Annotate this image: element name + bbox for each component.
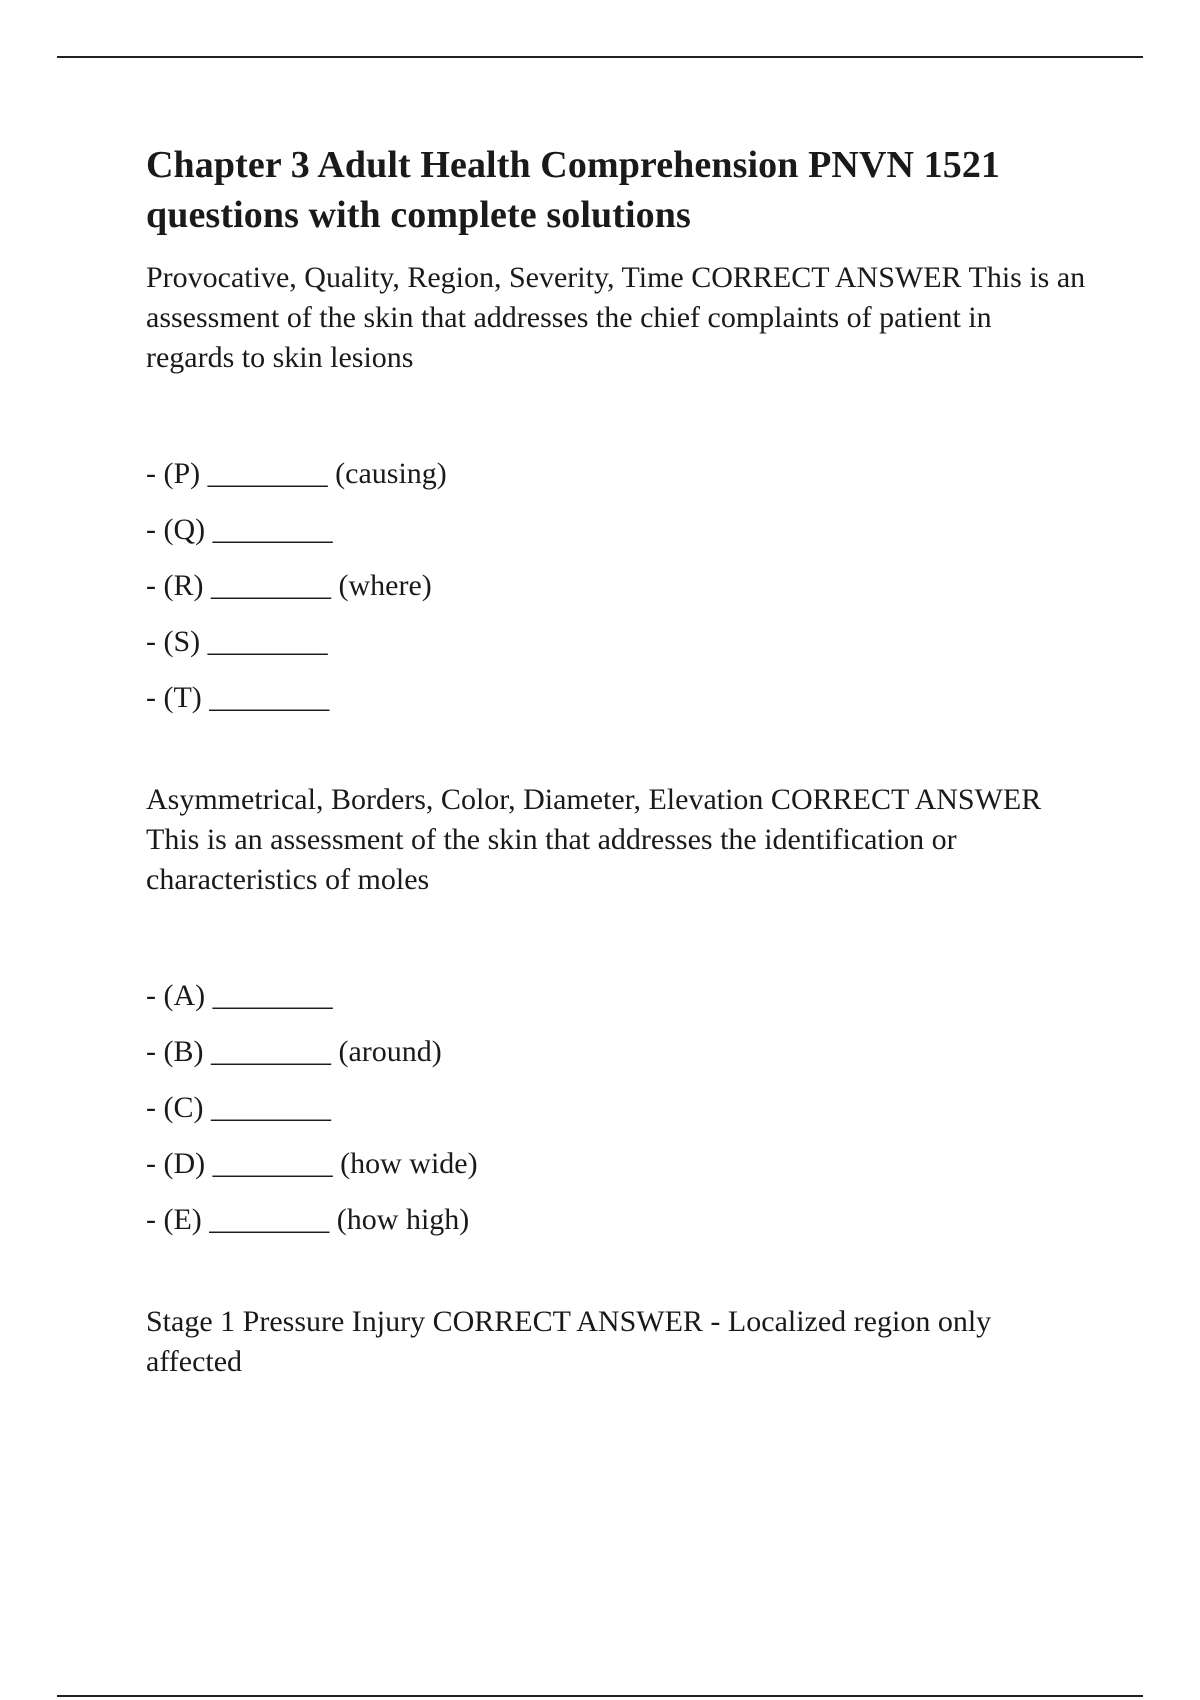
list-item: - (T) ________ bbox=[146, 681, 330, 714]
list-item: - (A) ________ bbox=[146, 979, 333, 1012]
list-item: - (R) ________ (where) bbox=[146, 569, 432, 602]
list-item: - (B) ________ (around) bbox=[146, 1035, 442, 1068]
question-1-blanks bbox=[146, 446, 1086, 726]
page-title: Chapter 3 Adult Health Comprehension PNVN 1521 questions with complete solutions bbox=[146, 144, 1001, 236]
list-item: - (S) ________ bbox=[146, 625, 328, 658]
list-item: - (E) ________ (how high) bbox=[146, 1203, 470, 1236]
question-2-text: Asymmetrical, Borders, Color, Diameter, Elevation CORRECT ANSWER This is an assessment of the skin that addresses the identification or characteristics of moles bbox=[146, 783, 1042, 896]
list-item: - (P) ________ (causing) bbox=[146, 457, 447, 490]
question-1-text: Provocative, Quality, Region, Severity, Time CORRECT ANSWER This is an assessment of the skin that addresses the chief complaints of patient in regards to skin lesions bbox=[146, 261, 1086, 374]
document-body bbox=[146, 140, 1086, 1382]
list-item: - (D) ________ (how wide) bbox=[146, 1147, 478, 1180]
header-rule bbox=[57, 56, 1143, 58]
question-2-blanks bbox=[146, 968, 1086, 1248]
question-3-text: Stage 1 Pressure Injury CORRECT ANSWER - Localized region only affected bbox=[146, 1305, 992, 1378]
list-item: - (C) ________ bbox=[146, 1091, 331, 1124]
list-item: - (Q) ________ bbox=[146, 513, 333, 546]
footer-rule bbox=[57, 1695, 1143, 1697]
